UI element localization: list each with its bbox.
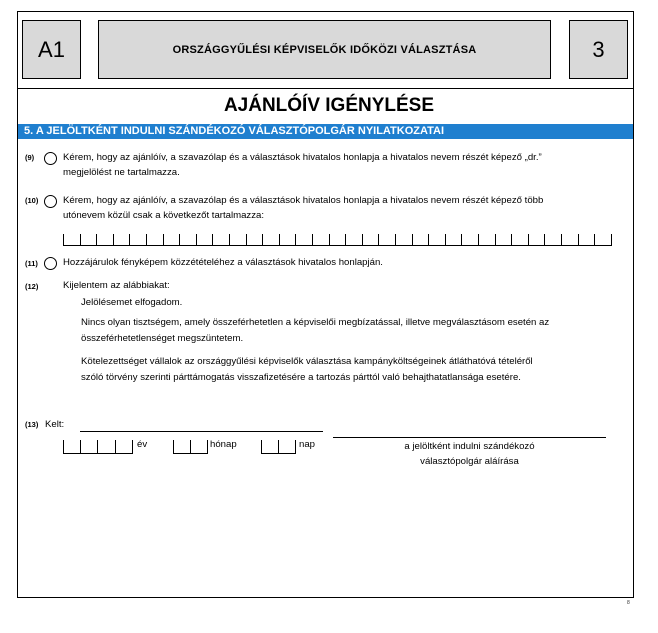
char-box-divider	[295, 440, 296, 454]
day-label: nap	[299, 439, 316, 450]
char-box-divider	[173, 440, 174, 454]
page-number-box	[569, 20, 628, 79]
char-box-divider	[246, 234, 247, 246]
statement-dr-title-line1: Kérem, hogy az ajánlóív, a szavazólap és a választások hivatalos honlapja a hivatalos nevem részét képező „dr.”	[63, 152, 542, 163]
declaration-repayment-line1: Kötelezettséget vállalok az országgyűlési képviselők választása kampányköltségeinek átláthatóvá tételéről	[81, 356, 533, 367]
char-box-divider	[578, 234, 579, 246]
declaration-accept: Jelölésemet elfogadom.	[81, 297, 183, 308]
char-box-divider	[80, 234, 81, 246]
char-box-divider	[544, 234, 545, 246]
char-box-divider	[295, 234, 296, 246]
char-box-divider	[528, 234, 529, 246]
section-header: 5. A JELÖLTKÉNT INDULNI SZÁNDÉKOZÓ VÁLASZTÓPOLGÁR NYILATKOZATAI	[18, 124, 633, 139]
checkbox-dr-title[interactable]	[44, 152, 57, 165]
char-box-divider	[278, 440, 279, 454]
char-box-divider	[378, 234, 379, 246]
char-box-divider	[279, 234, 280, 246]
char-box-divider	[190, 440, 191, 454]
char-box-divider	[594, 234, 595, 246]
char-box-divider	[179, 234, 180, 246]
char-box-divider	[511, 234, 512, 246]
item-number-9: (9)	[25, 153, 35, 162]
char-box-divider	[163, 234, 164, 246]
signature-caption-line1: a jelöltként indulni szándékozó	[404, 441, 535, 452]
char-box-divider	[362, 234, 363, 246]
header-title: ORSZÁGGYŰLÉSI KÉPVISELŐK IDŐKÖZI VÁLASZTÁSA	[172, 43, 477, 56]
char-box-divider	[229, 234, 230, 246]
checkbox-photo-consent[interactable]	[44, 257, 57, 270]
statement-photo-consent: Hozzájárulok fényképem közzétételéhez a választások hivatalos honlapján.	[63, 257, 383, 268]
place-label: Kelt:	[45, 419, 65, 430]
char-box-divider	[428, 234, 429, 246]
header-divider	[18, 88, 633, 89]
statement-first-name-line1: Kérem, hogy az ajánlóív, a szavazólap és a választások hivatalos honlapja a hivatalos nevem részét képező több	[63, 195, 544, 206]
char-box-divider	[196, 234, 197, 246]
char-box-divider	[478, 234, 479, 246]
char-box-divider	[495, 234, 496, 246]
char-box-divider	[412, 234, 413, 246]
item-number-13: (13)	[25, 420, 39, 429]
form-title: AJÁNLÓÍV IGÉNYLÉSE	[223, 95, 435, 116]
char-box-divider	[445, 234, 446, 246]
form-code: A1	[38, 36, 65, 62]
char-box-divider	[146, 234, 147, 246]
checkbox-first-name[interactable]	[44, 195, 57, 208]
first-name-char-boxes[interactable]	[63, 230, 612, 246]
char-box-divider	[80, 440, 81, 454]
page-number: 3	[592, 36, 605, 62]
char-box-divider	[261, 440, 262, 454]
char-box-divider	[207, 440, 208, 454]
char-box-divider	[212, 234, 213, 246]
char-box-divider	[97, 440, 98, 454]
char-box-divider	[262, 234, 263, 246]
place-field[interactable]	[80, 431, 323, 432]
char-box-divider	[312, 234, 313, 246]
char-box-divider	[561, 234, 562, 246]
declaration-intro: Kijelentem az alábbiakat:	[63, 280, 170, 291]
char-box-divider	[113, 234, 114, 246]
char-box-divider	[345, 234, 346, 246]
char-box-divider	[63, 234, 64, 246]
item-number-11: (11)	[25, 259, 38, 268]
signature-caption-line2: választópolgár aláírása	[420, 456, 519, 467]
char-box-divider	[129, 234, 130, 246]
item-number-10: (10)	[25, 196, 39, 205]
month-boxes[interactable]	[173, 438, 207, 454]
header-title-box	[98, 20, 551, 79]
char-box-divider	[395, 234, 396, 246]
char-box-divider	[611, 234, 612, 246]
day-boxes[interactable]	[261, 438, 295, 454]
year-label: év	[137, 439, 148, 450]
statement-first-name-line2: utónevem közül csak a következőt tartalmazza:	[63, 210, 265, 221]
char-box-divider	[461, 234, 462, 246]
form-code-box	[22, 20, 81, 79]
item-number-12: (12)	[25, 282, 39, 291]
char-box-divider	[115, 440, 116, 454]
statement-dr-title-line2: megjelölést ne tartalmazza.	[63, 167, 180, 178]
declaration-conflict-line2: összeférhetetlenséget megszüntetem.	[81, 333, 244, 344]
year-boxes[interactable]	[63, 438, 133, 454]
char-box-divider	[96, 234, 97, 246]
char-box-divider	[132, 440, 133, 454]
signature-line[interactable]	[333, 437, 606, 438]
page-corner-mark: 8	[627, 600, 630, 606]
declaration-conflict-line1: Nincs olyan tisztségem, amely összeférhetetlen a képviselői megbízatással, illetve megválasztásom esetén az	[81, 317, 550, 328]
declaration-repayment-line2: szóló törvény szerinti párttámogatás visszafizetésére a tartozás párttól való behajthatatlansága esetére.	[81, 372, 521, 383]
month-label: hónap	[210, 439, 237, 450]
char-box-divider	[63, 440, 64, 454]
char-box-divider	[329, 234, 330, 246]
